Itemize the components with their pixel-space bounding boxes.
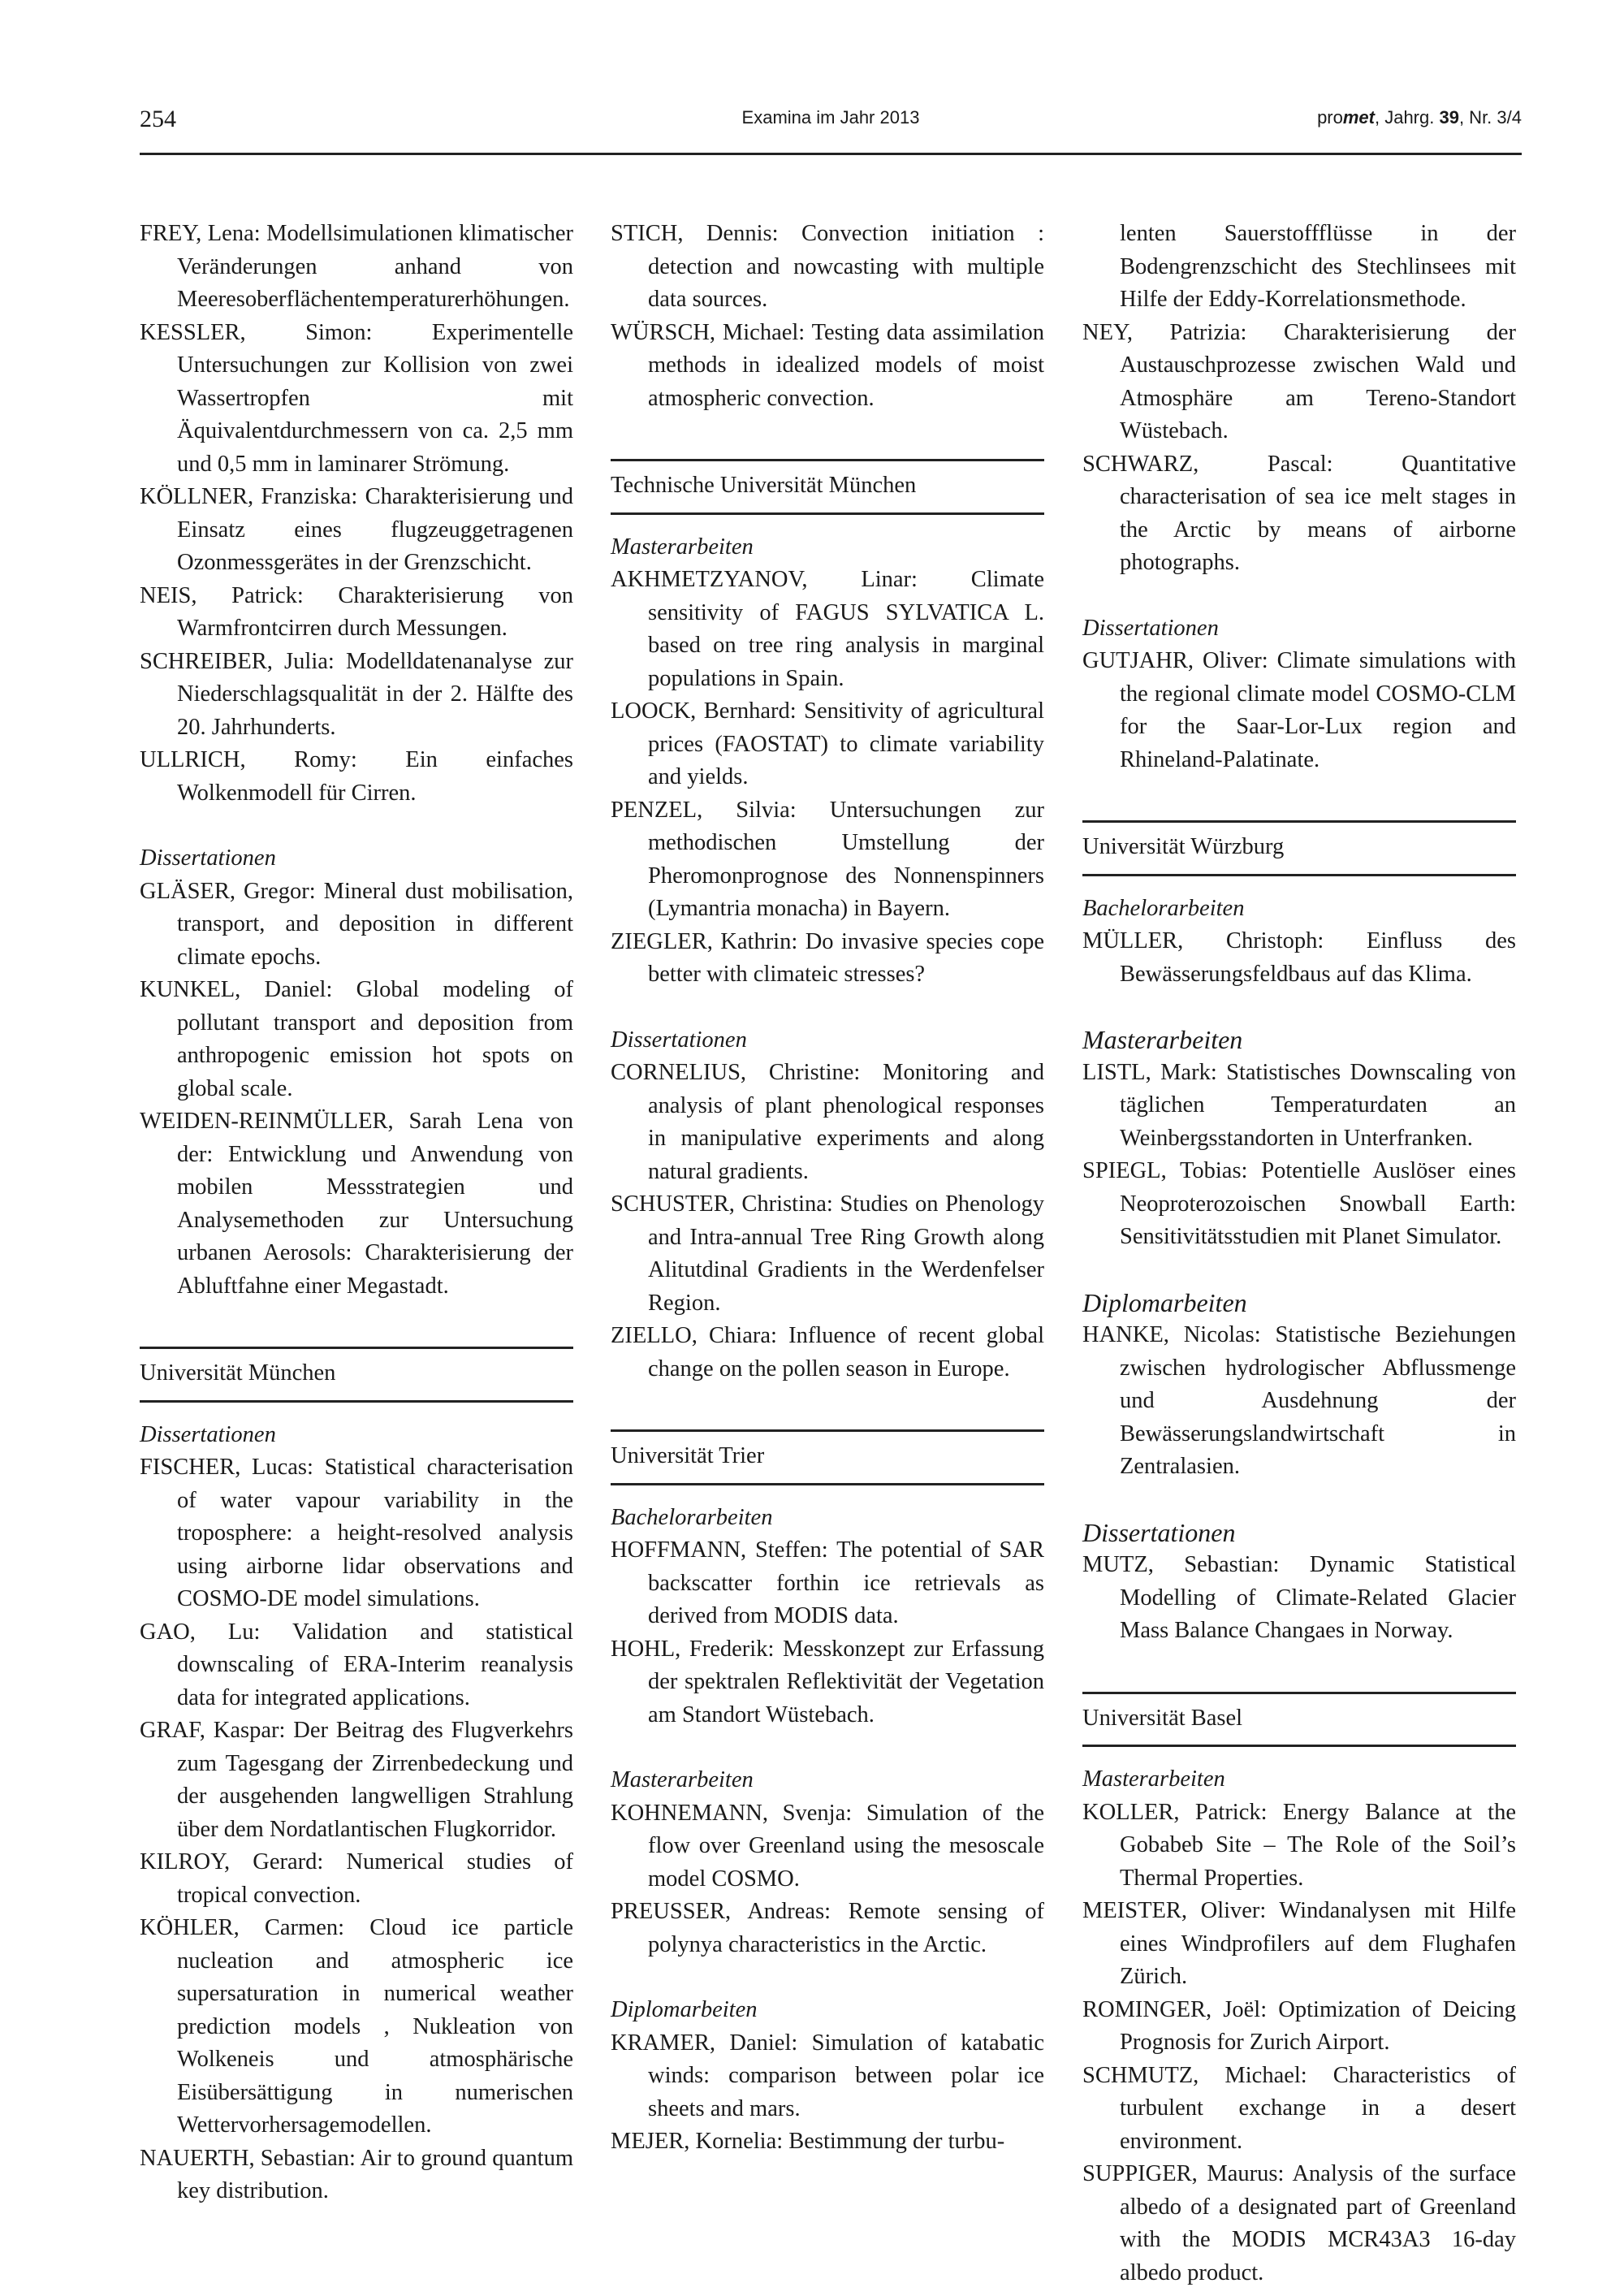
university-heading: Universität Würzburg [1082,820,1516,876]
entry: WÜRSCH, Michael: Testing data assimilation methods in idealized models of moist atmospheric convection. [611,319,1044,411]
entry-continued: lenten Sauerstoffflüsse in der Bodengrenzschicht des Stechlinsees mit Hilfe der Eddy-Korrelationsmethode. [1120,221,1516,312]
category-heading: Bachelorarbeiten [611,1504,773,1530]
entry: MÜLLER, Christoph: Einfluss des Bewässerungsfeldbaus auf das Klima. [1082,928,1516,987]
university-heading: Universität Trier [611,1429,1044,1485]
category-heading: Dissertationen [140,845,276,871]
entry: KRAMER, Daniel: Simulation of katabatic winds: comparison between polar ice sheets and mars. [611,2030,1044,2121]
entry: KÖLLNER, Franziska: Charakterisierung und Einsatz eines flugzeuggetragenen Ozonmessgerätes in der Grenzschicht. [140,484,573,575]
entry: PENZEL, Silvia: Untersuchungen zur methodischen Umstellung der Pheromonprognose des Nonnenspinners (Lymantria monacha) in Bayern. [611,797,1044,921]
university-heading: Universität München [140,1347,573,1403]
university-heading: Universität Basel [1082,1692,1516,1748]
issue-info [1317,107,1522,128]
entry: ULLRICH, Romy: Ein einfaches Wolkenmodell für Cirren. [140,747,573,806]
category-heading: Dissertationen [140,1421,276,1447]
entry: MEISTER, Oliver: Windanalysen mit Hilfe eines Windprofilers auf dem Flughafen Zürich. [1082,1898,1516,1989]
entry: MUTZ, Sebastian: Dynamic Statistical Modelling of Climate-Related Glacier Mass Balance Changaes in Norway. [1082,1552,1516,1643]
entry: ZIELLO, Chiara: Influence of recent global change on the pollen season in Europe. [611,1323,1044,1381]
entry: SCHMUTZ, Michael: Characteristics of turbulent exchange in a desert environment. [1082,2062,1516,2154]
entry: CORNELIUS, Christine: Monitoring and analysis of plant phenological responses in manipulative experiments and along natural gradients. [611,1060,1044,1184]
entry: STICH, Dennis: Convection initiation : detection and nowcasting with multiple data sources. [611,221,1044,312]
entry: NAUERTH, Sebastian: Air to ground quantum key distribution. [140,2145,573,2203]
entry: KESSLER, Simon: Experimentelle Untersuchungen zur Kollision von zwei Wassertropfen mit Äquivalentdurchmessern von ca. 2,5 mm und 0,5 mm in laminarer Strömung. [140,319,573,477]
header-rule [140,153,1522,155]
entry: FREY, Lena: Modellsimulationen klimatischer Veränderungen anhand von Meeresoberflächentemperaturerhöhungen. [140,221,573,312]
category-heading: Diplomarbeiten [611,1997,758,2022]
entry: MEJER, Kornelia: Bestimmung der turbu- [611,2129,1005,2154]
entry: HOHL, Frederik: Messkonzept zur Erfassung der spektralen Reflektivität der Vegetation am Standort Wüstebach. [611,1636,1044,1727]
category-heading: Masterarbeiten [1082,1766,1225,1792]
issue-prefix: pro [1317,107,1343,128]
entry: HANKE, Nicolas: Statistische Beziehungen zwischen hydrologischer Abflussmenge und Ausdehnung der Bewässerungslandwirtschaft in Zentralasien. [1082,1322,1516,1479]
column-right [1082,218,1516,2290]
entry: AKHMETZYANOV, Linar: Climate sensitivity of FAGUS SYLVATICA L. based on tree ring analysis in marginal populations in Spain. [611,567,1044,691]
entry: PREUSSER, Andreas: Remote sensing of polynya characteristics in the Arctic. [611,1899,1044,1957]
page-header [140,106,1522,143]
entry: KUNKEL, Daniel: Global modeling of pollutant transport and deposition from anthropogenic emission hot spots on global scale. [140,977,573,1101]
entry: SCHWARZ, Pascal: Quantitative characterisation of sea ice melt stages in the Arctic by means of airborne photographs. [1082,451,1516,575]
category-heading: Masterarbeiten [611,1767,754,1792]
entry: NEIS, Patrick: Charakterisierung von Warmfrontcirren durch Messungen. [140,582,573,641]
issue-volume: 39 [1439,107,1459,128]
category-heading: Dissertationen [1082,615,1219,641]
entry: SPIEGL, Tobias: Potentielle Auslöser eines Neoproterozoischen Snowball Earth: Sensitivitätsstudien mit Planet Simulator. [1082,1158,1516,1249]
category-heading: Bachelorarbeiten [1082,895,1245,921]
journal-section-title: Examina im Jahr 2013 [741,107,920,128]
entry: SUPPIGER, Maurus: Analysis of the surface albedo of a designated part of Greenland with the MODIS MCR43A3 16-day albedo product. [1082,2161,1516,2285]
entry: SCHUSTER, Christina: Studies on Phenology and Intra-annual Tree Ring Growth along Alitutdinal Gradients in the Werdenfelser Region. [611,1191,1044,1316]
entry: ROMINGER, Joël: Optimization of Deicing Prognosis for Zurich Airport. [1082,1996,1516,2055]
column-middle [611,218,1044,2159]
entry: GLÄSER, Gregor: Mineral dust mobilisation, transport, and deposition in different climate epochs. [140,878,573,970]
entry: KOLLER, Patrick: Energy Balance at the Gobabeb Site – The Role of the Soil’s Thermal Properties. [1082,1799,1516,1891]
university-heading: Technische Universität München [611,459,1044,515]
entry: LOOCK, Bernhard: Sensitivity of agricultural prices (FAOSTAT) to climate variability and yields. [611,698,1044,789]
category-heading: Masterarbeiten [611,534,754,560]
entry: KILROY, Gerard: Numerical studies of tropical convection. [140,1849,573,1908]
entry: FISCHER, Lucas: Statistical characterisation of water vapour variability in the troposphere: a height-resolved analysis using airborne lidar observations and COSMO-DE model simulations. [140,1455,573,1611]
entry: WEIDEN-REINMÜLLER, Sarah Lena von der: Entwicklung und Anwendung von mobilen Messstrategien und Analysemethoden zur Untersuchung urbanen Aerosols: Charakterisierung der Abluftfahne einer Megastadt. [140,1109,573,1299]
entry: KOHNEMANN, Svenja: Simulation of the flow over Greenland using the mesoscale model COSMO. [611,1800,1044,1892]
column-left [140,218,573,2208]
entry: GUTJAHR, Oliver: Climate simulations with the regional climate model COSMO-CLM for the Saar-Lor-Lux region and Rhineland-Palatinate. [1082,648,1516,772]
entry: NEY, Patrizia: Charakterisierung der Austauschprozesse zwischen Wald und Atmosphäre am Tereno-Standort Wüstebach. [1082,319,1516,443]
entry: GAO, Lu: Validation and statistical downscaling of ERA-Interim reanalysis data for integrated applications. [140,1619,573,1710]
entry: KÖHLER, Carmen: Cloud ice particle nucleation and atmospheric ice supersaturation in numerical weather prediction models , Nukleation von Wolkeneis und atmosphärische Eisübersättigung in numerischen Wettervorhersagemodellen. [140,1915,573,2138]
category-heading: Dissertationen [1082,1517,1236,1547]
issue-suffix: , Nr. 3/4 [1458,107,1522,128]
category-heading: Diplomarbeiten [1082,1287,1247,1317]
entry: LISTL, Mark: Statistisches Downscaling von täglichen Temperaturdaten an Weinbergsstandorten in Unterfranken. [1082,1059,1516,1151]
entry: HOFFMANN, Steffen: The potential of SAR backscatter forthin ice retrievals as derived from MODIS data. [611,1537,1044,1628]
entry: SCHREIBER, Julia: Modelldatenanalyse zur Niederschlagsqualität in der 2. Hälfte des 20. Jahrhunderts. [140,648,573,740]
category-heading: Masterarbeiten [1082,1025,1243,1054]
page-number: 254 [140,106,176,132]
issue-middle: , Jahrg. [1374,107,1440,128]
entry: GRAF, Kaspar: Der Beitrag des Flugverkehrs zum Tagesgang der Zirrenbedeckung und der ausgehenden langwelligen Strahlung über dem Nordatlantischen Flugkorridor. [140,1718,573,1842]
category-heading: Dissertationen [611,1027,747,1053]
issue-brand: met [1342,107,1375,128]
entry: ZIEGLER, Kathrin: Do invasive species cope better with climateic stresses? [611,928,1044,987]
